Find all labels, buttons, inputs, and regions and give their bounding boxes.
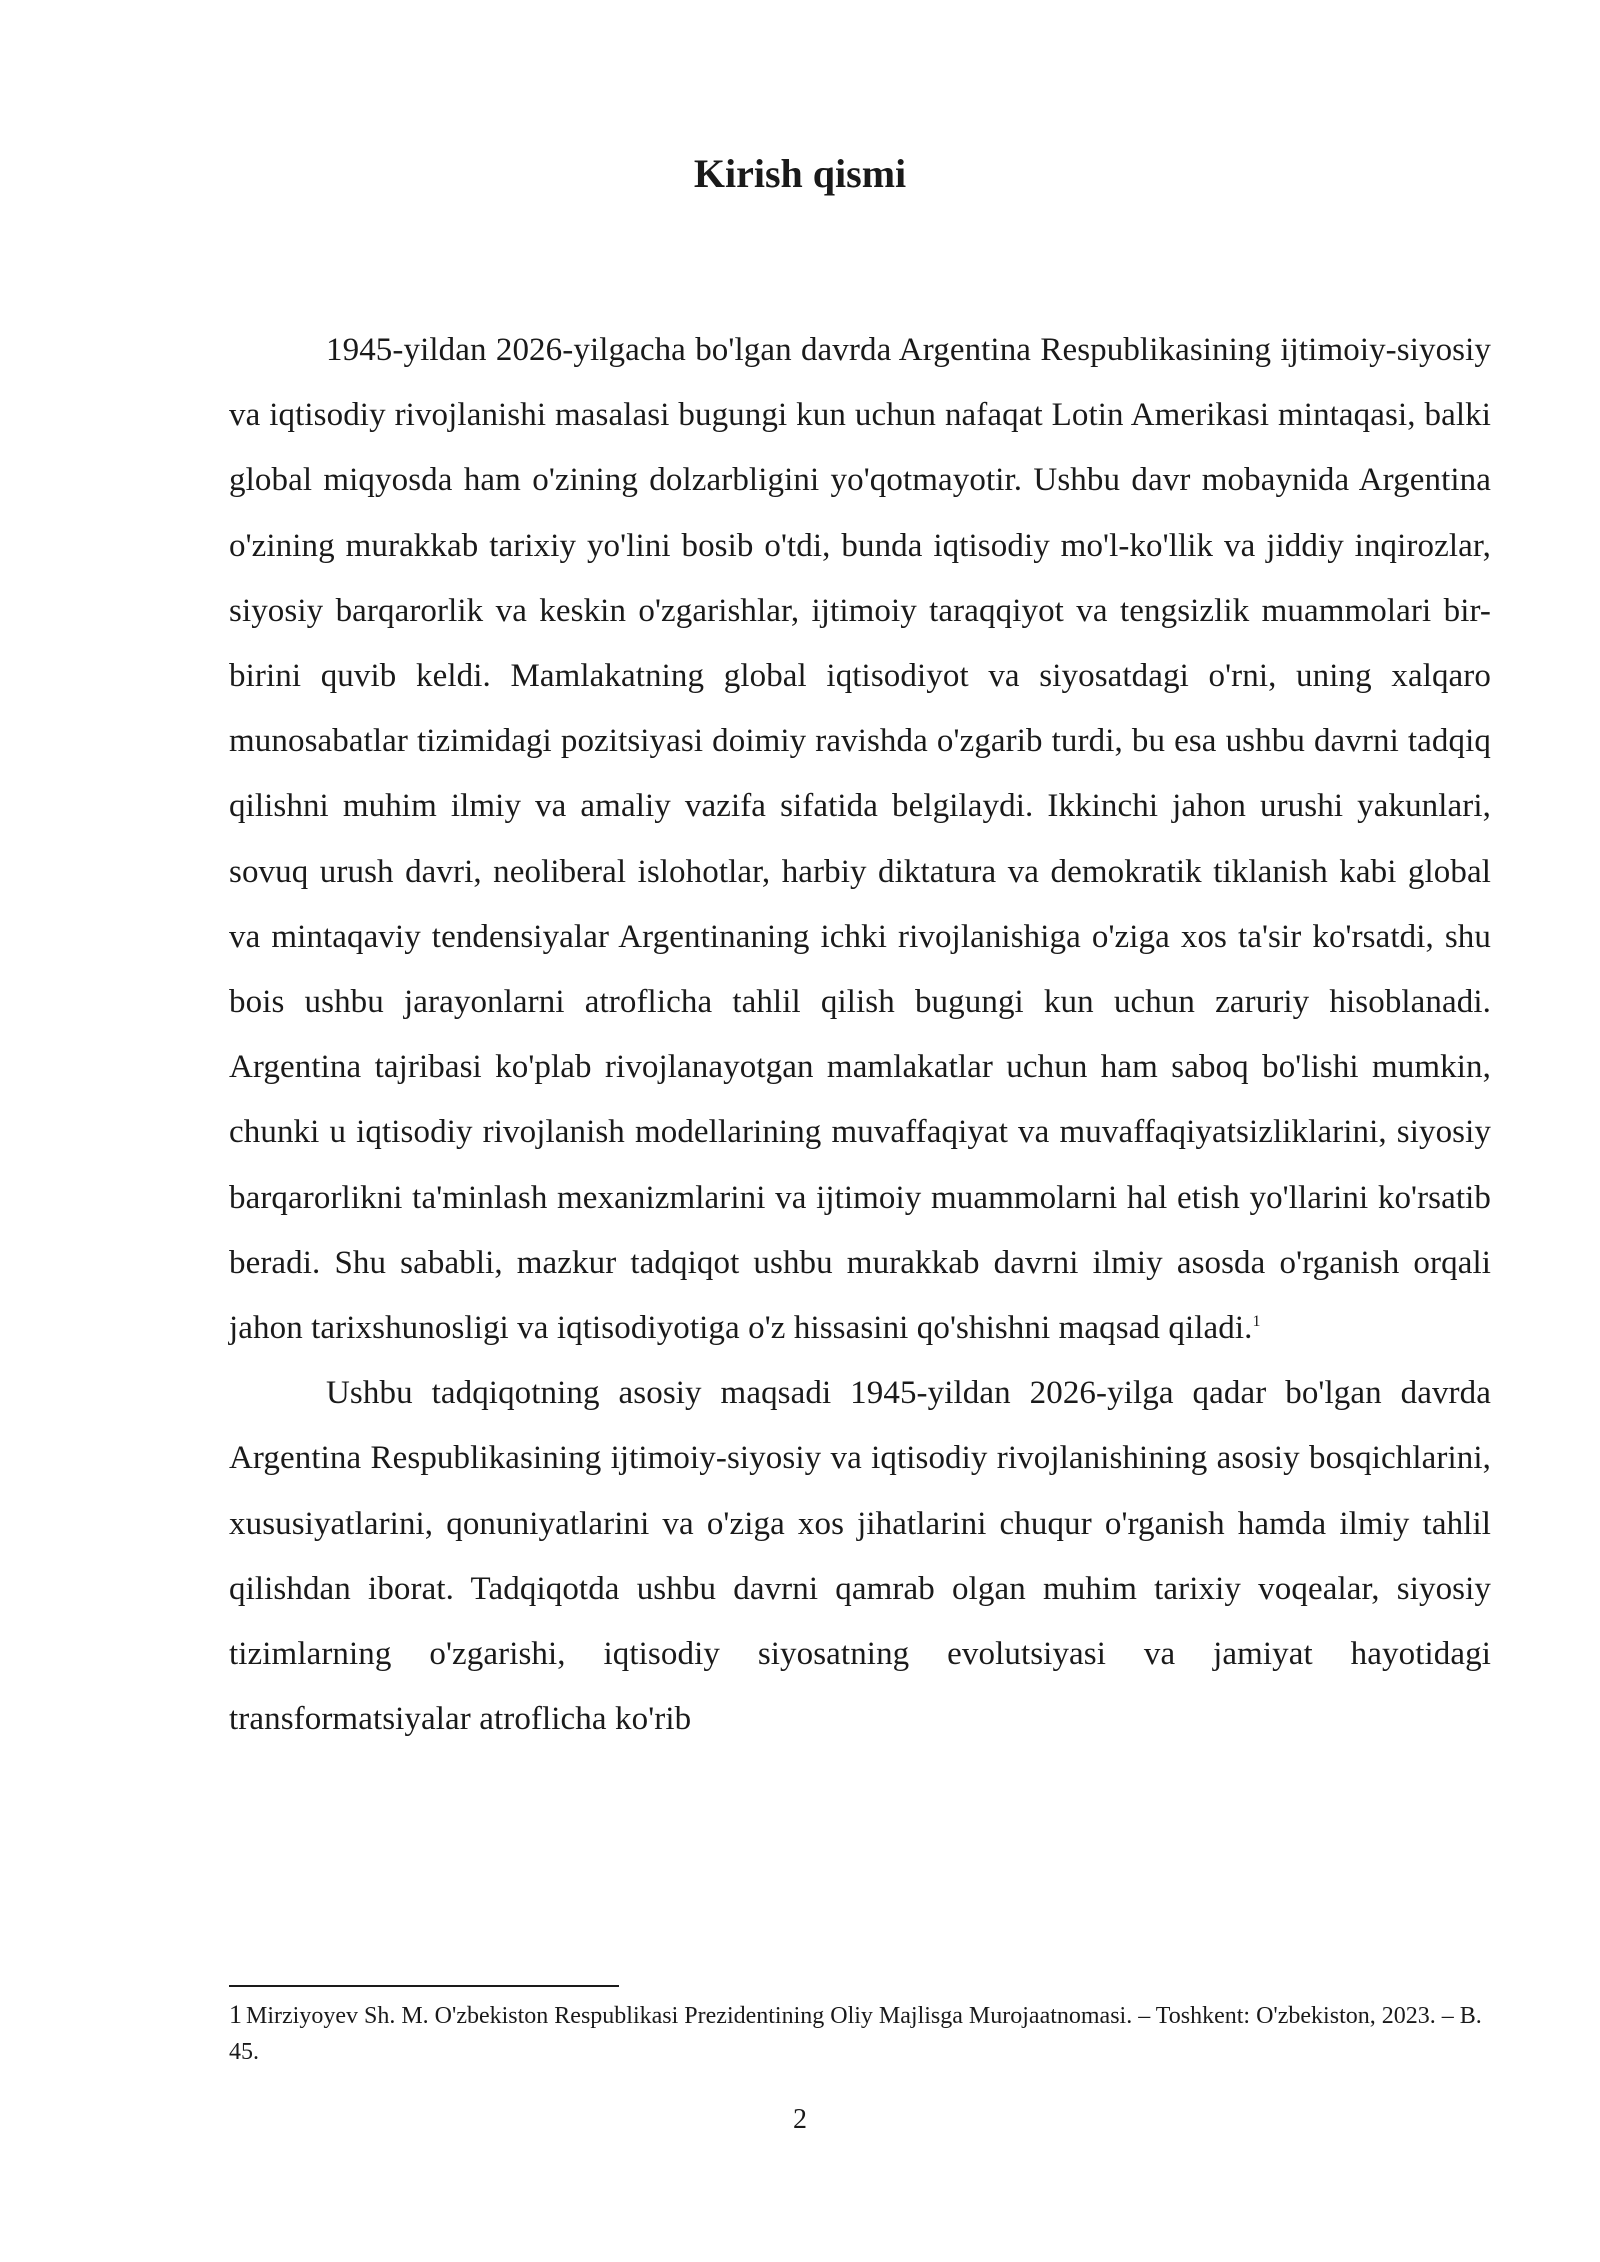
footnote-number: 1	[229, 2000, 242, 2029]
paragraph-2-text: Ushbu tadqiqotning asosiy maqsadi 1945-yildan 2026-yilga qadar bo'lgan davrda Argentina Respublikasining ijtimoiy-siyosiy va iqtisodiy rivojlanishining asosiy bosqichlarini, xususiyatlarini, qonuniyatlarini va o'ziga xos jihatlarini chuqur o'rganish hamda ilmiy tahlil qilishdan iborat. Tadqiqotda ushbu davrni qamrab olgan muhim tarixiy voqealar, siyosiy tizimlarning o'zgarishi, iqtisodiy siyosatning evolutsiyasi va jamiyat hayotidagi transformatsiyalar atroflicha ko'rib	[229, 1375, 1491, 1738]
page-title: Kirish qismi	[693, 151, 907, 196]
paragraph-1	[229, 318, 1491, 1361]
body-text	[229, 318, 1491, 1752]
footnote-separator	[229, 1985, 619, 1987]
footnote	[229, 1997, 1491, 2070]
paragraph-2	[229, 1361, 1491, 1752]
paragraph-1-text: 1945-yildan 2026-yilgacha bo'lgan davrda Argentina Respublikasining ijtimoiy-siyosiy va iqtisodiy rivojlanishi masalasi bugungi kun uchun nafaqat Lotin Amerikasi mintaqasi, balki global miqyosda ham o'zining dolzarbligini yo'qotmayotir. Ushbu davr mobaynida Argentina o'zining murakkab tarixiy yo'lini bosib o'tdi, bunda iqtisodiy mo'l-ko'llik va jiddiy inqirozlar, siyosiy barqarorlik va keskin o'zgarishlar, ijtimoiy taraqqiyot va tengsizlik muammolari bir-birini quvib keldi. Mamlakatning global iqtisodiyot va siyosatdagi o'rni, uning xalqaro munosabatlar tizimidagi pozitsiyasi doimiy ravishda o'zgarib turdi, bu esa ushbu davrni tadqiq qilishni muhim ilmiy va amaliy vazifa sifatida belgilaydi. Ikkinchi jahon urushi yakunlari, sovuq urush davri, neoliberal islohotlar, harbiy diktatura va demokratik tiklanish kabi global va mintaqaviy tendensiyalar Argentinaning ichki rivojlanishiga o'ziga xos ta'sir ko'rsatdi, shu bois ushbu jarayonlarni atroflicha tahlil qilish bugungi kun uchun zaruriy hisoblanadi. Argentina tajribasi ko'plab rivojlanayotgan mamlakatlar uchun ham saboq bo'lishi mumkin, chunki u iqtisodiy rivojlanish modellarining muvaffaqiyat va muvaffaqiyatsizliklarini, siyosiy barqarorlikni ta'minlash mexanizmlarini va ijtimoiy muammolarni hal etish yo'llarini ko'rsatib beradi. Shu sababli, mazkur tadqiqot ushbu murakkab davrni ilmiy asosda o'rganish orqali jahon tarixshunosligi va iqtisodiyotiga o'z hissasini qo'shishni maqsad qiladi.	[229, 332, 1491, 1347]
footnote-reference[interactable]: 1	[1252, 1313, 1261, 1331]
footnote-text: Mirziyoyev Sh. M. O'zbekiston Respublikasi Prezidentining Oliy Majlisga Murojaatnomasi. – Toshkent: O'zbekiston, 2023. – B. 45.	[229, 2003, 1482, 2065]
page-number: 2	[793, 2104, 807, 2135]
